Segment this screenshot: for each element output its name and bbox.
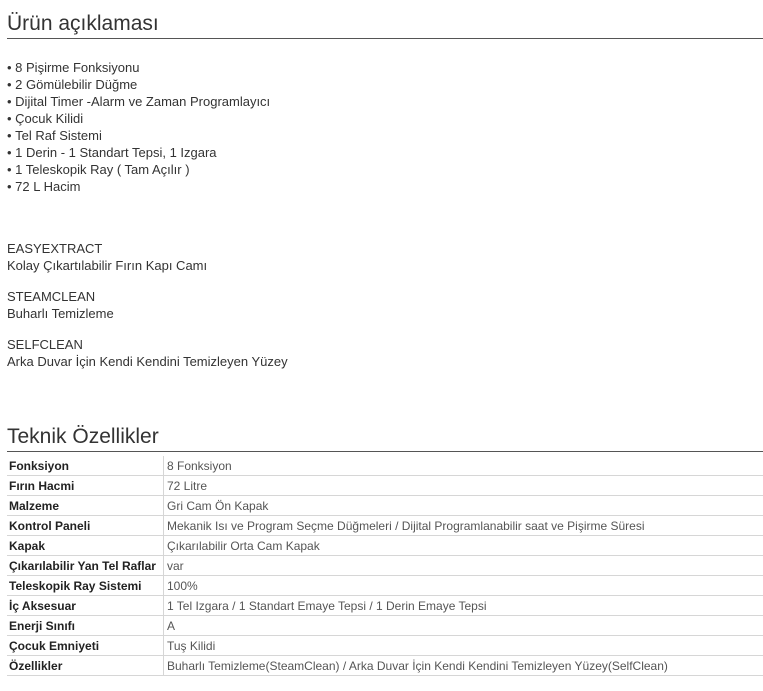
spec-key: Özellikler <box>7 656 164 676</box>
spec-value: Buharlı Temizleme(SteamClean) / Arka Duvar İçin Kendi Kendini Temizleyen Yüzey(SelfClean) <box>164 656 763 676</box>
spec-key: Malzeme <box>7 496 164 516</box>
bullet-item: • 2 Gömülebilir Düğme <box>7 76 763 93</box>
feature-name: EASYEXTRACT <box>7 241 103 256</box>
description-title: Ürün açıklaması <box>7 0 763 39</box>
feature-name: SELFCLEAN <box>7 337 83 352</box>
table-row <box>7 516 763 536</box>
spec-key: Fırın Hacmi <box>7 476 164 496</box>
spec-value: Mekanik Isı ve Program Seçme Düğmeleri / Dijital Programlanabilir saat ve Pişirme Süresi <box>164 516 763 536</box>
feature-easyextract <box>7 240 763 274</box>
table-row <box>7 496 763 516</box>
feature-selfclean <box>7 336 763 370</box>
technical-title: Teknik Özellikler <box>7 424 763 452</box>
feature-text: Arka Duvar İçin Kendi Kendini Temizleyen Yüzey <box>7 354 288 369</box>
spec-value: Çıkarılabilir Orta Cam Kapak <box>164 536 763 556</box>
bullet-item: • 1 Derin - 1 Standart Tepsi, 1 Izgara <box>7 144 763 161</box>
bullet-item: • Dijital Timer -Alarm ve Zaman Programlayıcı <box>7 93 763 110</box>
spec-key: Fonksiyon <box>7 456 164 476</box>
spec-value: Tuş Kilidi <box>164 636 763 656</box>
table-row <box>7 656 763 676</box>
table-row <box>7 636 763 656</box>
bullet-item: • Tel Raf Sistemi <box>7 127 763 144</box>
spec-key: Kapak <box>7 536 164 556</box>
bullet-item: • 1 Teleskopik Ray ( Tam Açılır ) <box>7 161 763 178</box>
product-details <box>7 0 763 676</box>
table-row <box>7 596 763 616</box>
spec-key: İç Aksesuar <box>7 596 164 616</box>
spec-key: Kontrol Paneli <box>7 516 164 536</box>
bullet-item: • 8 Pişirme Fonksiyonu <box>7 59 763 76</box>
feature-text: Buharlı Temizleme <box>7 306 114 321</box>
feature-steamclean <box>7 288 763 322</box>
spec-value: 8 Fonksiyon <box>164 456 763 476</box>
spec-key: Çıkarılabilir Yan Tel Raflar <box>7 556 164 576</box>
table-row <box>7 476 763 496</box>
spec-value: Gri Cam Ön Kapak <box>164 496 763 516</box>
spec-value: 100% <box>164 576 763 596</box>
spec-value: A <box>164 616 763 636</box>
table-row <box>7 556 763 576</box>
spec-key: Çocuk Emniyeti <box>7 636 164 656</box>
table-row <box>7 456 763 476</box>
spec-value: 1 Tel Izgara / 1 Standart Emaye Tepsi / 1 Derin Emaye Tepsi <box>164 596 763 616</box>
feature-name: STEAMCLEAN <box>7 289 96 304</box>
spec-table <box>7 456 763 676</box>
table-row <box>7 576 763 596</box>
spec-value: var <box>164 556 763 576</box>
spec-key: Enerji Sınıfı <box>7 616 164 636</box>
table-row <box>7 616 763 636</box>
feature-bullet-list <box>7 59 763 195</box>
feature-text: Kolay Çıkartılabilir Fırın Kapı Camı <box>7 258 208 273</box>
bullet-item: • 72 L Hacim <box>7 178 763 195</box>
spec-value: 72 Litre <box>164 476 763 496</box>
table-row <box>7 536 763 556</box>
bullet-item: • Çocuk Kilidi <box>7 110 763 127</box>
spec-key: Teleskopik Ray Sistemi <box>7 576 164 596</box>
